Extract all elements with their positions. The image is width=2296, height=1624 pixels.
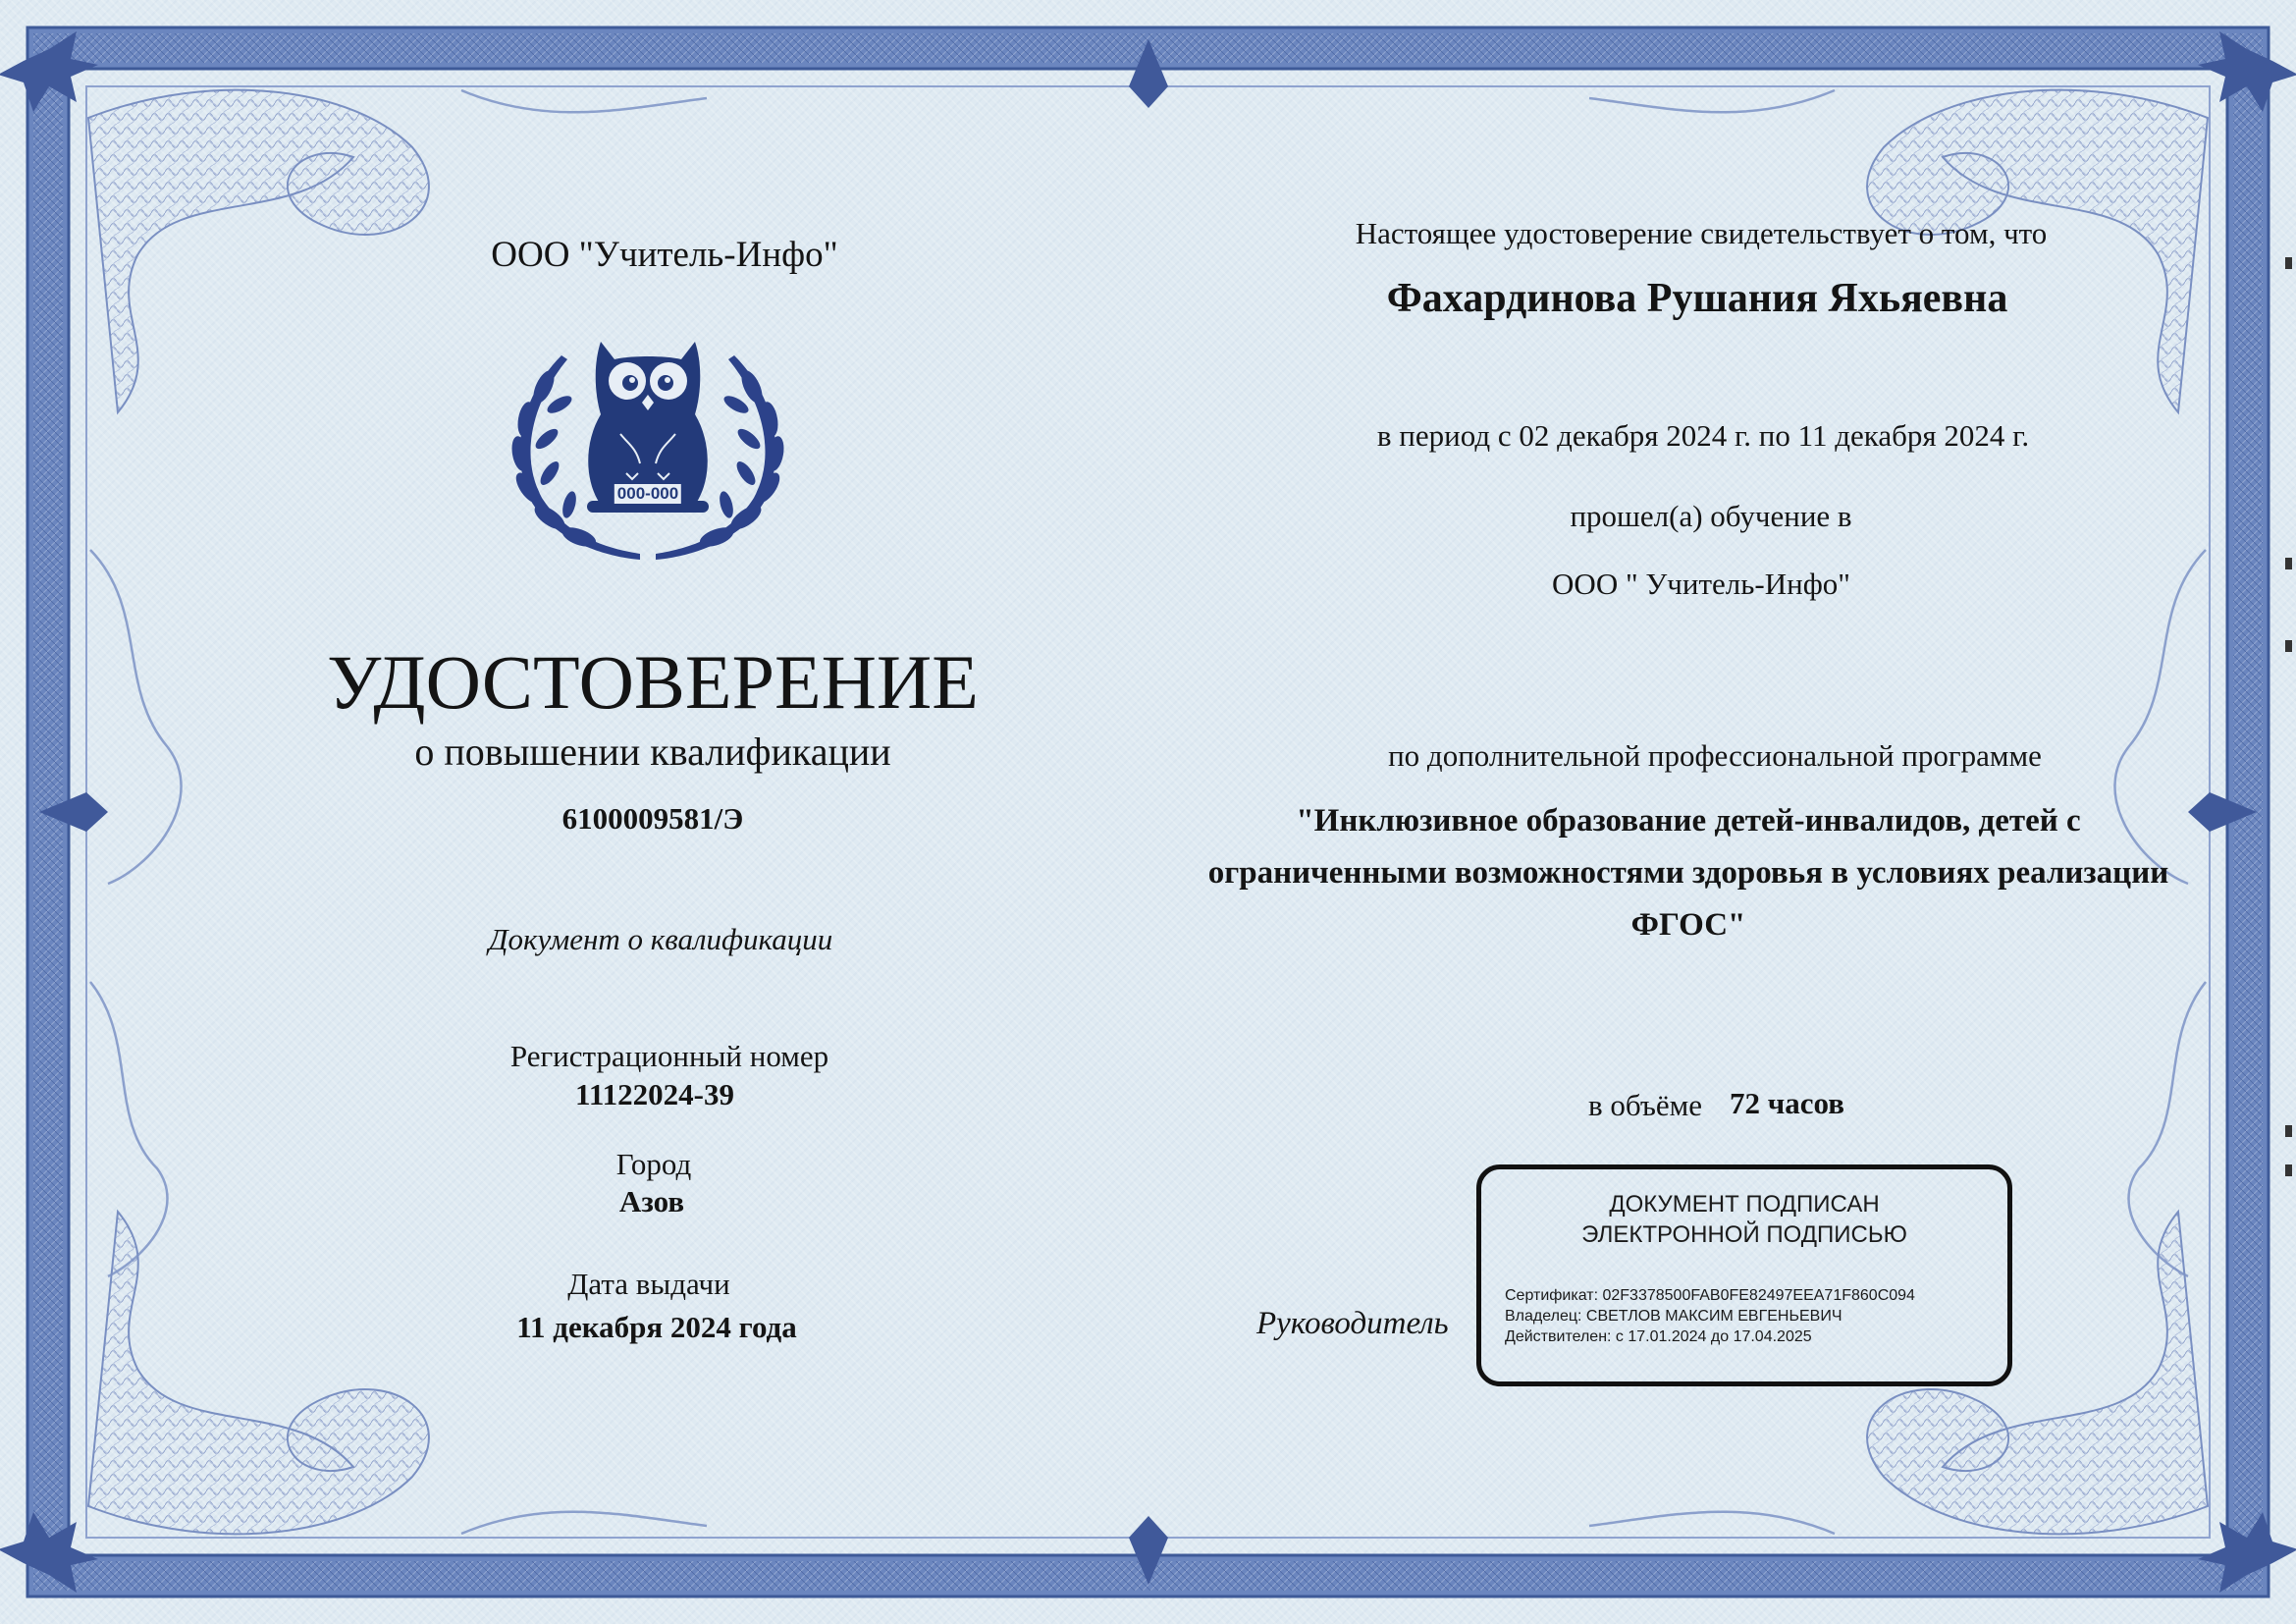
city-label: Город [615,1147,692,1181]
training-statement: прошел(а) обучение в [1570,499,1852,533]
scan-mark [2285,640,2292,652]
certificate-owner: Владелец: СВЕТЛОВ МАКСИМ ЕВГЕНЬЕВИЧ [1505,1308,1842,1325]
document-subtitle: о повышении квалификации [414,730,891,774]
program-title-line-1: "Инклюзивное образование детей-инвалидов, детей с [1296,803,2081,839]
program-title-line-2: ограниченными возможностями здоровья в условиях реализации [1207,855,2169,891]
volume-value: 72 часов [1730,1086,1844,1120]
recipient-name: Фахардинова Рушания Яхьяевна [1386,276,2008,321]
scan-mark [2285,1125,2292,1137]
document-title: УДОСТОВЕРЕНИЕ [327,639,979,725]
issue-date-value: 11 декабря 2024 года [516,1310,797,1344]
scan-mark [2285,257,2292,269]
volume-label: в объёме [1588,1088,1703,1122]
stamp-line-2: ЭЛЕКТРОННОЙ ПОДПИСЬЮ [1581,1221,1907,1248]
registration-number: 11122024-39 [575,1077,734,1111]
electronic-signature-stamp [1476,1164,2012,1386]
training-organization: ООО " Учитель-Инфо" [1552,567,1850,601]
organization-name: ООО "Учитель-Инфо" [491,235,838,275]
registration-label: Регистрационный номер [509,1039,829,1073]
training-period: в период с 02 декабря 2024 г. по 11 декабря 2024 г. [1376,418,2030,453]
certificate-serial: Сертификат: 02F3378500FAB0FE82497EEA71F860C094 [1505,1287,1915,1304]
program-title-line-3: ФГОС" [1630,907,1746,943]
signer-label: Руководитель [1256,1306,1449,1341]
scan-mark [2285,558,2292,569]
stamp-line-1: ДОКУМЕНТ ПОДПИСАН [1609,1191,1880,1218]
certificate-validity: Действителен: с 17.01.2024 до 17.04.2025 [1505,1328,1812,1345]
document-type: Документ о квалификации [488,922,833,956]
logo-caption: 000-000 [614,484,681,504]
scan-mark [2285,1164,2292,1176]
city-value: Азов [618,1184,685,1218]
issue-date-label: Дата выдачи [567,1267,730,1301]
owl-logo [493,326,803,564]
certification-intro: Настоящее удостоверение свидетельствует о том, что [1355,216,2048,250]
program-intro: по дополнительной профессиональной программе [1388,738,2042,773]
document-number: 6100009581/Э [561,801,744,836]
